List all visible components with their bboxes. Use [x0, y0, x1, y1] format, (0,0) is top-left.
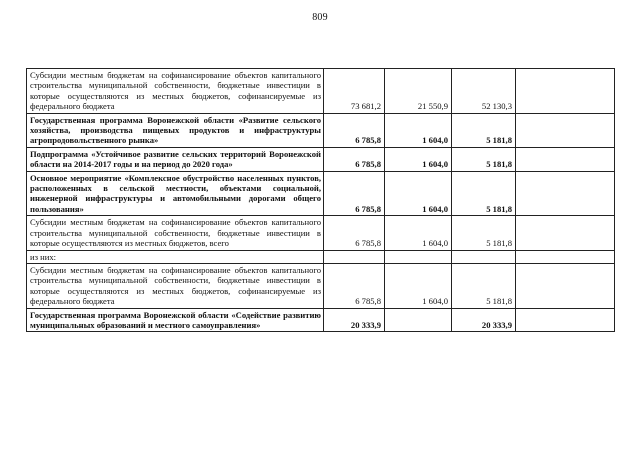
amount-cell-v4	[516, 147, 615, 171]
amount-cell-v4	[516, 250, 615, 263]
row-description: Субсидии местным бюджетам на софинансирование объектов капитального строительства муниципальной собственности, бюджетные инвестиции в которые осуществляются из местных бюджетов, софинансируемые из федерального бюджета	[27, 69, 324, 114]
budget-table	[26, 68, 615, 332]
amount-cell-v2	[385, 308, 452, 332]
table-row	[27, 147, 615, 171]
row-description: Государственная программа Воронежской области «Содействие развитию муниципальных образований и местного самоуправления»	[27, 308, 324, 332]
table-row	[27, 263, 615, 308]
amount-cell-v3	[452, 250, 516, 263]
amount-cell-v2: 21 550,9	[385, 69, 452, 114]
amount-cell-v4	[516, 216, 615, 250]
amount-cell-v2: 1 604,0	[385, 113, 452, 147]
row-description: Субсидии местным бюджетам на софинансирование объектов капитального строительства муниципальной собственности, бюджетные инвестиции в которые осуществляются из местных бюджетов, всего	[27, 216, 324, 250]
amount-cell-v3: 5 181,8	[452, 263, 516, 308]
amount-cell-v1: 6 785,8	[324, 171, 385, 216]
amount-cell-v1: 73 681,2	[324, 69, 385, 114]
amount-cell-v1: 6 785,8	[324, 216, 385, 250]
amount-cell-v2: 1 604,0	[385, 171, 452, 216]
table-row	[27, 171, 615, 216]
amount-cell-v3: 20 333,9	[452, 308, 516, 332]
amount-cell-v2: 1 604,0	[385, 216, 452, 250]
amount-cell-v4	[516, 113, 615, 147]
amount-cell-v1: 6 785,8	[324, 113, 385, 147]
amount-cell-v3: 5 181,8	[452, 171, 516, 216]
amount-cell-v2	[385, 250, 452, 263]
table-row	[27, 113, 615, 147]
amount-cell-v4	[516, 69, 615, 114]
budget-table-body	[27, 69, 615, 332]
amount-cell-v1	[324, 250, 385, 263]
amount-cell-v4	[516, 308, 615, 332]
amount-cell-v1: 6 785,8	[324, 147, 385, 171]
amount-cell-v3: 5 181,8	[452, 147, 516, 171]
table-row	[27, 308, 615, 332]
amount-cell-v2: 1 604,0	[385, 263, 452, 308]
row-description: Субсидии местным бюджетам на софинансирование объектов капитального строительства муниципальной собственности, бюджетные инвестиции в которые осуществляются из местных бюджетов, софинансируемые из федерального бюджета	[27, 263, 324, 308]
row-description: Основное мероприятие «Комплексное обустройство населенных пунктов, расположенных в сельской местности, объектами социальной, инженерной инфраструктуры и автомобильными дорогами общего пользования»	[27, 171, 324, 216]
table-row	[27, 250, 615, 263]
amount-cell-v3: 52 130,3	[452, 69, 516, 114]
table-row	[27, 69, 615, 114]
amount-cell-v3: 5 181,8	[452, 216, 516, 250]
amount-cell-v2: 1 604,0	[385, 147, 452, 171]
row-description: Государственная программа Воронежской области «Развитие сельского хозяйства, производства пищевых продуктов и инфраструктуры агропродовольственного рынка»	[27, 113, 324, 147]
amount-cell-v4	[516, 171, 615, 216]
amount-cell-v4	[516, 263, 615, 308]
amount-cell-v1: 6 785,8	[324, 263, 385, 308]
row-description: из них:	[27, 250, 324, 263]
page-number: 809	[312, 12, 328, 23]
table-row	[27, 216, 615, 250]
row-description: Подпрограмма «Устойчивое развитие сельских территорий Воронежской области на 2014-2017 годы и на период до 2020 года»	[27, 147, 324, 171]
amount-cell-v3: 5 181,8	[452, 113, 516, 147]
amount-cell-v1: 20 333,9	[324, 308, 385, 332]
